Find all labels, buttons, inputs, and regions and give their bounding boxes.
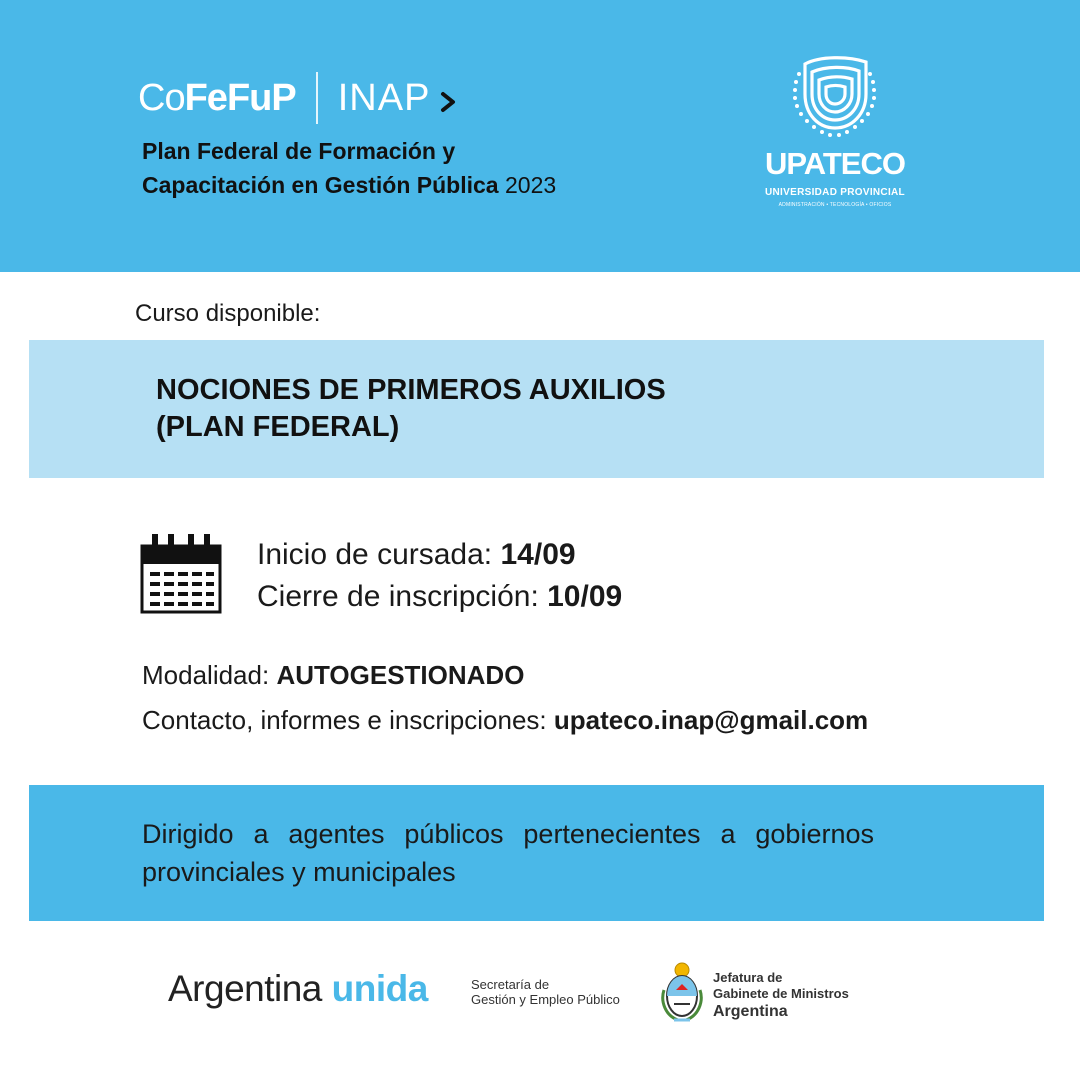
course-title-box [29,340,1044,478]
calendar-icon [140,534,222,619]
target-audience-box [29,785,1044,921]
cofefup-wordmark: CoFeFuP [138,76,296,119]
brand-divider [316,72,318,124]
plan-title: Plan Federal de Formación y Capacitación en Gestión Pública 2023 [142,138,557,198]
course-dates [257,534,622,618]
cierre-inscripcion: Cierre de inscripción: 10/09 [257,580,623,613]
inap-wordmark: INAP [337,76,431,119]
jefatura-gabinete-logo: Jefatura de Gabinete de Ministros Argentina [713,970,849,1020]
modalidad: Modalidad: AUTOGESTIONADO [142,660,525,690]
contacto: Contacto, informes e inscripciones: upateco.inap@gmail.com [142,705,869,735]
upateco-wordmark: UPATECO [765,146,905,181]
upateco-tagline: ADMINISTRACIÓN • TECNOLOGÍA • OFICIOS [778,202,892,208]
argentina-coat-of-arms-icon [660,960,704,1031]
target-audience-text: Dirigido a agentes públicos pertenecientes a gobiernos provinciales y municipales [142,819,874,887]
inicio-cursada: Inicio de cursada: 14/09 [257,538,576,571]
curso-disponible-label: Curso disponible: [135,300,321,327]
contact-email-link[interactable]: upateco.inap@gmail.com [553,705,869,735]
upateco-emblem-icon [760,52,910,144]
secretaria-logo: Secretaría de Gestión y Empleo Público [471,977,620,1007]
header-banner [0,0,1080,272]
cofefup-inap-logo [138,72,458,124]
course-title: NOCIONES DE PRIMEROS AUXILIOS (PLAN FEDERAL) [156,374,666,443]
chevron-right-icon [440,91,458,118]
upateco-subtitle: UNIVERSIDAD PROVINCIAL [765,187,905,198]
upateco-logo [760,52,910,217]
argentina-unida-logo: Argentina unida [168,968,428,1009]
